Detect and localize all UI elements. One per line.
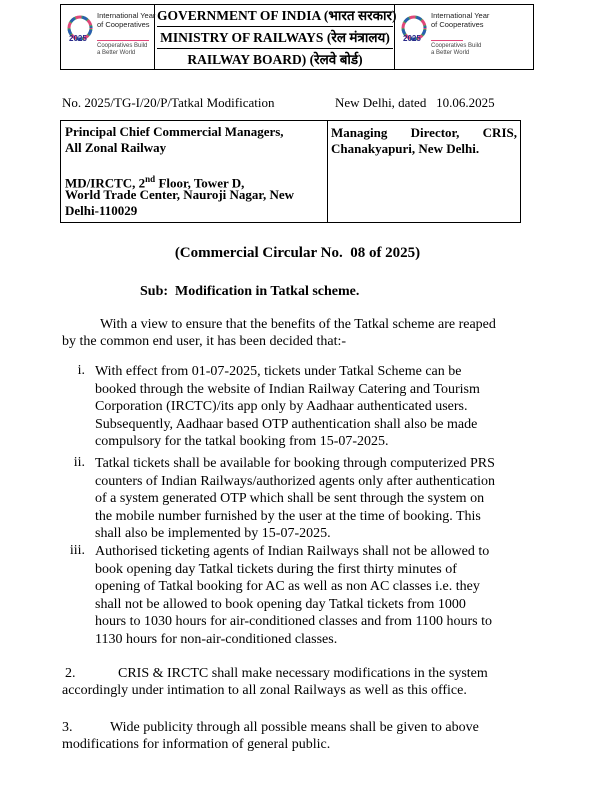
list-item: With effect from 01-07-2025, tickets under Tatkal Scheme can be booked through the website of Indian Railway Catering and Tourism Corporation (IRCTC)/its app only by Aadhaar authenticated users. Subsequently, Aadhaar based OTP authentication shall also be made compulsory for the tatkal booking from 15-07-2025. [95, 364, 480, 449]
item-number: iii. [69, 543, 85, 558]
intro-line: With a view to ensure that the benefits of the Tatkal scheme are reaped [100, 317, 496, 332]
addressee-line: Principal Chief Commercial Managers, [65, 124, 284, 139]
intro-line: by the common end user, it has been decided that:- [62, 334, 347, 349]
logo-title: International Year of Cooperatives [97, 11, 156, 29]
addressee-right-cell [331, 125, 517, 157]
logo-right [394, 5, 490, 69]
logo-tagline: Cooperatives Build a Better World [431, 43, 482, 56]
list-item: Authorised ticketing agents of Indian Railways shall not be allowed to book opening day Tatkal tickets during the first thirty minutes of opening of Tatkal booking for AC as well as non AC classes i.e. they shall not be allowed to book opening day Tatkal tickets from 1000 hours to 1030 hours for air-conditioned classes and from 1100 hours to 1130 hours for non-air-conditioned classes. [95, 544, 492, 647]
logo-year: 2025 [69, 34, 87, 43]
circular-title: (Commercial Circular No. 08 of 2025) [174, 245, 421, 261]
paragraph-line: accordingly under intimation to all zonal Railways as well as this office. [62, 683, 467, 698]
addressee-line: Managing Director, CRIS, [331, 125, 517, 140]
reference-number: No. 2025/TG-I/20/P/Tatkal Modification [62, 95, 275, 110]
addressee-left-cell [61, 121, 328, 222]
ministry-line: MINISTRY OF RAILWAYS (रेल मंत्रालय) [157, 27, 393, 49]
board-line: RAILWAY BOARD) (रेलवे बोर्ड) [187, 52, 363, 67]
addressee-table [60, 120, 521, 223]
addressee-line: Chanakyapuri, New Delhi. [331, 141, 480, 156]
letterhead [60, 4, 534, 70]
logo-left [61, 5, 155, 69]
logo-title: International Year of Cooperatives [431, 11, 490, 29]
subject-line: Sub: Modification in Tatkal scheme. [140, 284, 360, 299]
paragraph-line: CRIS & IRCTC shall make necessary modifications in the system [118, 666, 488, 681]
letterhead-title [157, 5, 397, 70]
addressee-line: All Zonal Railway [65, 140, 167, 155]
place-date: New Delhi, dated 10.06.2025 [335, 95, 495, 110]
addressee-line: Delhi-110029 [65, 203, 138, 218]
paragraph-number: 2. [65, 666, 76, 681]
list-item: Tatkal tickets shall be available for booking through computerized PRS counters of Indian Railways/authorized agents only after authentication of a system generated OTP which shall be sent through the system on the mobile number furnished by the user at the time of booking. This shall also be implemented by 15-07-2025. [95, 456, 496, 541]
item-number: i. [77, 363, 85, 378]
addressee-line: MD/IRCTC, 2nd Floor, Tower D, [65, 174, 245, 191]
logo-tagline: Cooperatives Build a Better World [97, 43, 148, 56]
government-line: GOVERNMENT OF INDIA (भारत सरकार) [157, 5, 393, 27]
paragraph-line: Wide publicity through all possible means shall be given to above [110, 720, 479, 735]
item-number: ii. [73, 455, 85, 470]
paragraph-number: 3. [62, 720, 73, 735]
logo-year: 2025 [403, 34, 421, 43]
paragraph-line: modifications for information of general public. [62, 737, 331, 752]
addressee-line: World Trade Center, Nauroji Nagar, New [65, 187, 295, 202]
